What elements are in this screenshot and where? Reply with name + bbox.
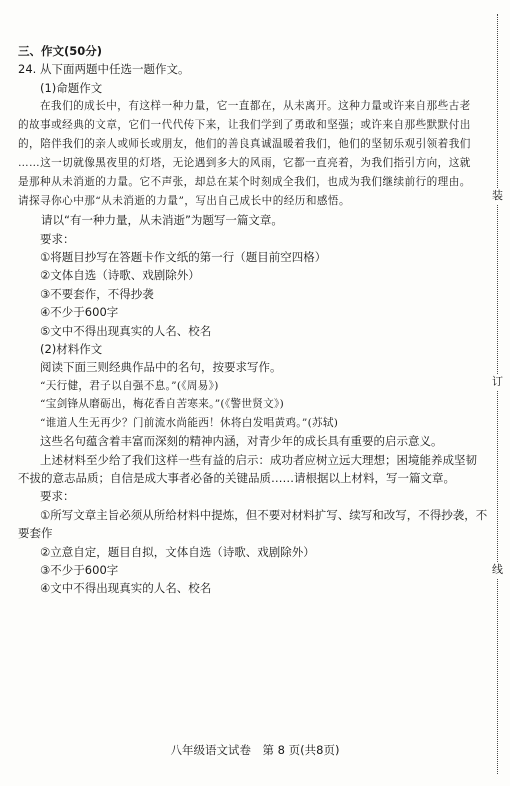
essay-section — [18, 42, 488, 598]
binding-mark-ding: 订 — [489, 374, 506, 390]
topic1-heading: (1)命题作文 — [40, 80, 103, 95]
binding-mark-zhuang: 装 — [489, 188, 506, 204]
topic1-requirement: ③不要套作，不得抄袭 — [40, 286, 154, 301]
topic1-requirement: ②文体自选（诗歌、戏剧除外） — [40, 268, 200, 283]
binding-mark-xian: 线 — [489, 562, 506, 578]
topic1-para-line: 是那种从未消逝的力量。它不声张，却总在某个时刻成全我们，也成为我们继续前行的理由。 — [18, 176, 471, 189]
topic1-para-line: 请探寻你心中那“从未消逝的力量”，写出自己成长中的经历和感悟。 — [18, 195, 350, 208]
topic2-requirement: 要套作 — [18, 526, 53, 541]
topic2-quote: “天行健，君子以自强不息。”(《周易》) — [40, 379, 219, 392]
section-title: 三、作文(50分) — [18, 44, 103, 58]
binding-line — [497, 14, 498, 774]
topic2-heading: (2)材料作文 — [40, 342, 103, 357]
topic2-para: 不拔的意志品质；自信是成大事者必备的关键品质……请根据以上材料，写一篇文章。 — [18, 470, 455, 485]
topic1-requirement: ①将题目抄写在答题卡作文纸的第一行（题目前空四格） — [40, 250, 327, 265]
question-text: 24. 从下面两题中任选一题作文。 — [18, 62, 190, 77]
topic2-req-label: 要求： — [40, 489, 75, 504]
topic1-para-line: 的故事或经典的文章，它们一代代传下来，让我们学到了勇敢和坚强；或许来自那些默默付出 — [18, 119, 471, 132]
page-footer: 八年级语文试卷 第 8 页(共8页) — [170, 743, 340, 757]
topic2-intro: 阅读下面三则经典作品中的名句，按要求写作。 — [40, 360, 282, 375]
topic1-para-line: 在我们的成长中，有这样一种力量，它一直都在，从未离开。这种力量或许来自那些古老 — [40, 100, 471, 113]
topic1-requirement: ⑤文中不得出现真实的人名、校名 — [40, 323, 212, 338]
topic2-quote: “谁道人生无再少？门前流水尚能西！休将白发唱黄鸡。”(苏轼) — [40, 416, 339, 429]
topic1-req-label: 要求： — [40, 231, 75, 246]
topic2-para: 上述材料至少给了我们这样一些有益的启示：成功者应树立远大理想；困境能养成坚韧 — [40, 452, 477, 467]
topic2-para: 这些名句蕴含着丰富而深刻的精神内涵，对青少年的成长具有重要的启示意义。 — [40, 434, 443, 449]
topic2-requirement: ④文中不得出现真实的人名、校名 — [40, 581, 212, 596]
topic1-para-line: 的，陪伴我们的亲人或师长或朋友，他们的善良真诚温暖着我们，他们的坚韧乐观引领着我们 — [18, 138, 471, 151]
topic1-requirement: ④不少于600字 — [40, 305, 119, 320]
topic2-quote: “宝剑锋从磨砺出，梅花香自苦寒来。”(《警世贤文》) — [40, 398, 285, 411]
topic1-prompt: 请以“有一种力量，从未消逝”为题写一篇文章。 — [41, 213, 283, 228]
topic2-requirement: ①所写文章主旨必须从所给材料中提炼，但不要对材料扩写、续写和改写，不得抄袭，不 — [40, 507, 488, 522]
topic2-requirement: ③不少于600字 — [40, 562, 119, 577]
topic2-requirement: ②立意自定，题目自拟，文体自选（诗歌、戏剧除外） — [40, 544, 315, 559]
topic1-para-line: ……这一切就像黑夜里的灯塔，无论遇到多大的风雨，它都一直亮着，为我们指引方向，这就 — [18, 157, 471, 170]
